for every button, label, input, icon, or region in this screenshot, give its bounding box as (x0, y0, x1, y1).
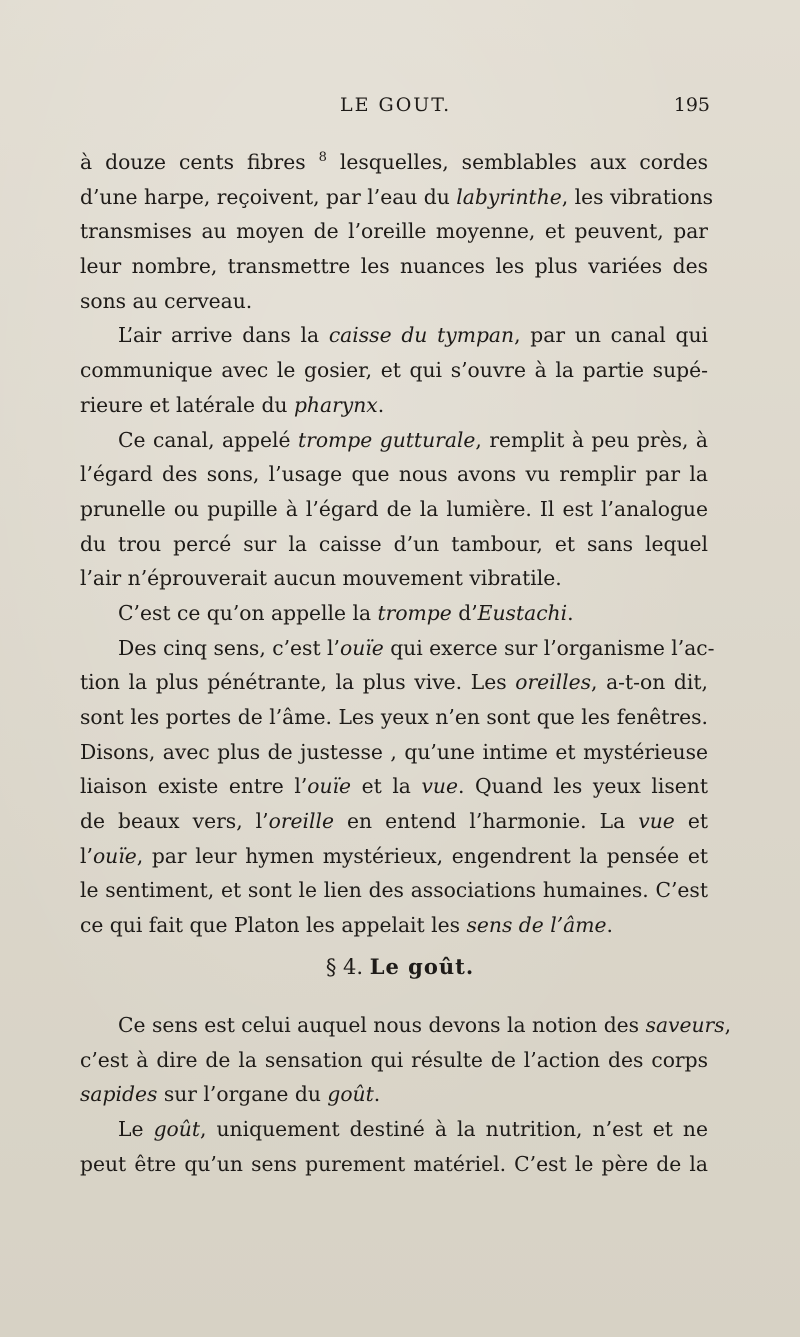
text-line: Des cinq sens, c’est l’ouïe qui exerce sur l’organisme l’ac- (118, 635, 715, 660)
italic-term: oreilles (515, 670, 592, 695)
italic-term: ouïe (307, 774, 352, 799)
text-line: le sentiment, et sont le lien des associations humaines. C’est (80, 878, 708, 903)
section-name: Le goût. (369, 954, 475, 979)
section-number: § 4. (325, 955, 364, 979)
italic-term: goût (153, 1117, 200, 1142)
italic-term: ouïe (92, 843, 137, 868)
text-line: Disons, avec plus de justesse , qu’une intime et mystérieuse (80, 739, 708, 764)
text-line: l’égard des sons, l’usage que nous avons vu remplir par la (80, 462, 708, 487)
text-line: du trou percé sur la caisse d’un tambour, et sans lequel (80, 531, 708, 556)
footnote-marker: 8 (318, 150, 327, 165)
page-number: 195 (673, 94, 710, 116)
text-line: liaison existe entre l’ouïe et la vue. Quand les yeux lisent (80, 774, 708, 799)
text-line: transmises au moyen de l’oreille moyenne, et peuvent, par (80, 219, 708, 244)
italic-term: trompe (377, 600, 452, 625)
text-line: sapides sur l’organe du goût. (80, 1082, 381, 1107)
text-line: Ce sens est celui auquel nous devons la notion des saveurs, (118, 1013, 732, 1037)
paragraph (80, 1008, 732, 1112)
text-line: de beaux vers, l’oreille en entend l’harmonie. La vue et (80, 809, 708, 834)
text-line: prunelle ou pupille à l’égard de la lumière. Il est l’analogue (80, 496, 708, 521)
italic-term: goût (327, 1082, 374, 1107)
text-line: C’est ce qu’on appelle la trompe d’Eustachi. (118, 600, 574, 625)
text-line: Ce canal, appelé trompe gutturale, remplit à peu près, à (118, 427, 708, 452)
italic-term: labyrinthe (456, 184, 562, 209)
italic-term: Eustachi (477, 600, 568, 625)
paragraph (80, 631, 715, 943)
body-text-top (80, 145, 715, 943)
paragraph (80, 423, 708, 596)
text-line: sont les portes de l’âme. Les yeux n’en sont que les fenêtres. (80, 705, 708, 729)
italic-term: pharynx (293, 392, 378, 417)
text-line: d’une harpe, reçoivent, par l’eau du labyrinthe, les vibrations (80, 184, 714, 209)
italic-term: ouïe (339, 635, 384, 660)
italic-term: sens de l’âme (466, 913, 607, 938)
text-line: l’air n’éprouverait aucun mouvement vibratile. (80, 566, 562, 591)
italic-term: vue (638, 809, 675, 834)
paragraph (80, 1112, 708, 1181)
text-line: communique avec le gosier, et qui s’ouvre à la partie supé- (80, 358, 708, 383)
text-line: Le goût, uniquement destiné à la nutrition, n’est et ne (118, 1117, 708, 1142)
italic-term: vue (421, 774, 458, 799)
text-line: sons au cerveau. (80, 288, 253, 313)
italic-term: oreille (268, 809, 334, 834)
text-line: à douze cents fibres $^8$ lesquelles, semblables aux cordes (80, 150, 708, 174)
text-line: peut être qu’un sens purement matériel. C’est le père de la (80, 1151, 708, 1176)
running-head (0, 90, 800, 120)
paragraph (80, 318, 708, 422)
text-line: leur nombre, transmettre les nuances les plus variées des (80, 254, 708, 279)
body-text-bottom (80, 1008, 732, 1181)
text-line: L’air arrive dans la caisse du tympan, par un canal qui (118, 323, 709, 348)
running-title: LE GOUT. (340, 94, 452, 116)
paragraph (80, 596, 708, 631)
italic-term: saveurs (645, 1013, 725, 1037)
text-line: l’ouïe, par leur hymen mystérieux, engendrent la pensée et (80, 843, 708, 868)
italic-term: sapides (80, 1082, 158, 1107)
section-heading (0, 950, 800, 984)
text-line: rieure et latérale du pharynx. (80, 392, 385, 417)
text-line: ce qui fait que Platon les appelait les sens de l’âme. (80, 913, 613, 938)
text-line: tion la plus pénétrante, la plus vive. Les oreilles, a-t-on dit, (80, 670, 708, 695)
text-line: c’est à dire de la sensation qui résulte de l’action des corps (80, 1047, 708, 1072)
paragraph (80, 145, 714, 318)
italic-term: caisse du tympan (328, 323, 515, 348)
italic-term: trompe gutturale (298, 427, 476, 452)
